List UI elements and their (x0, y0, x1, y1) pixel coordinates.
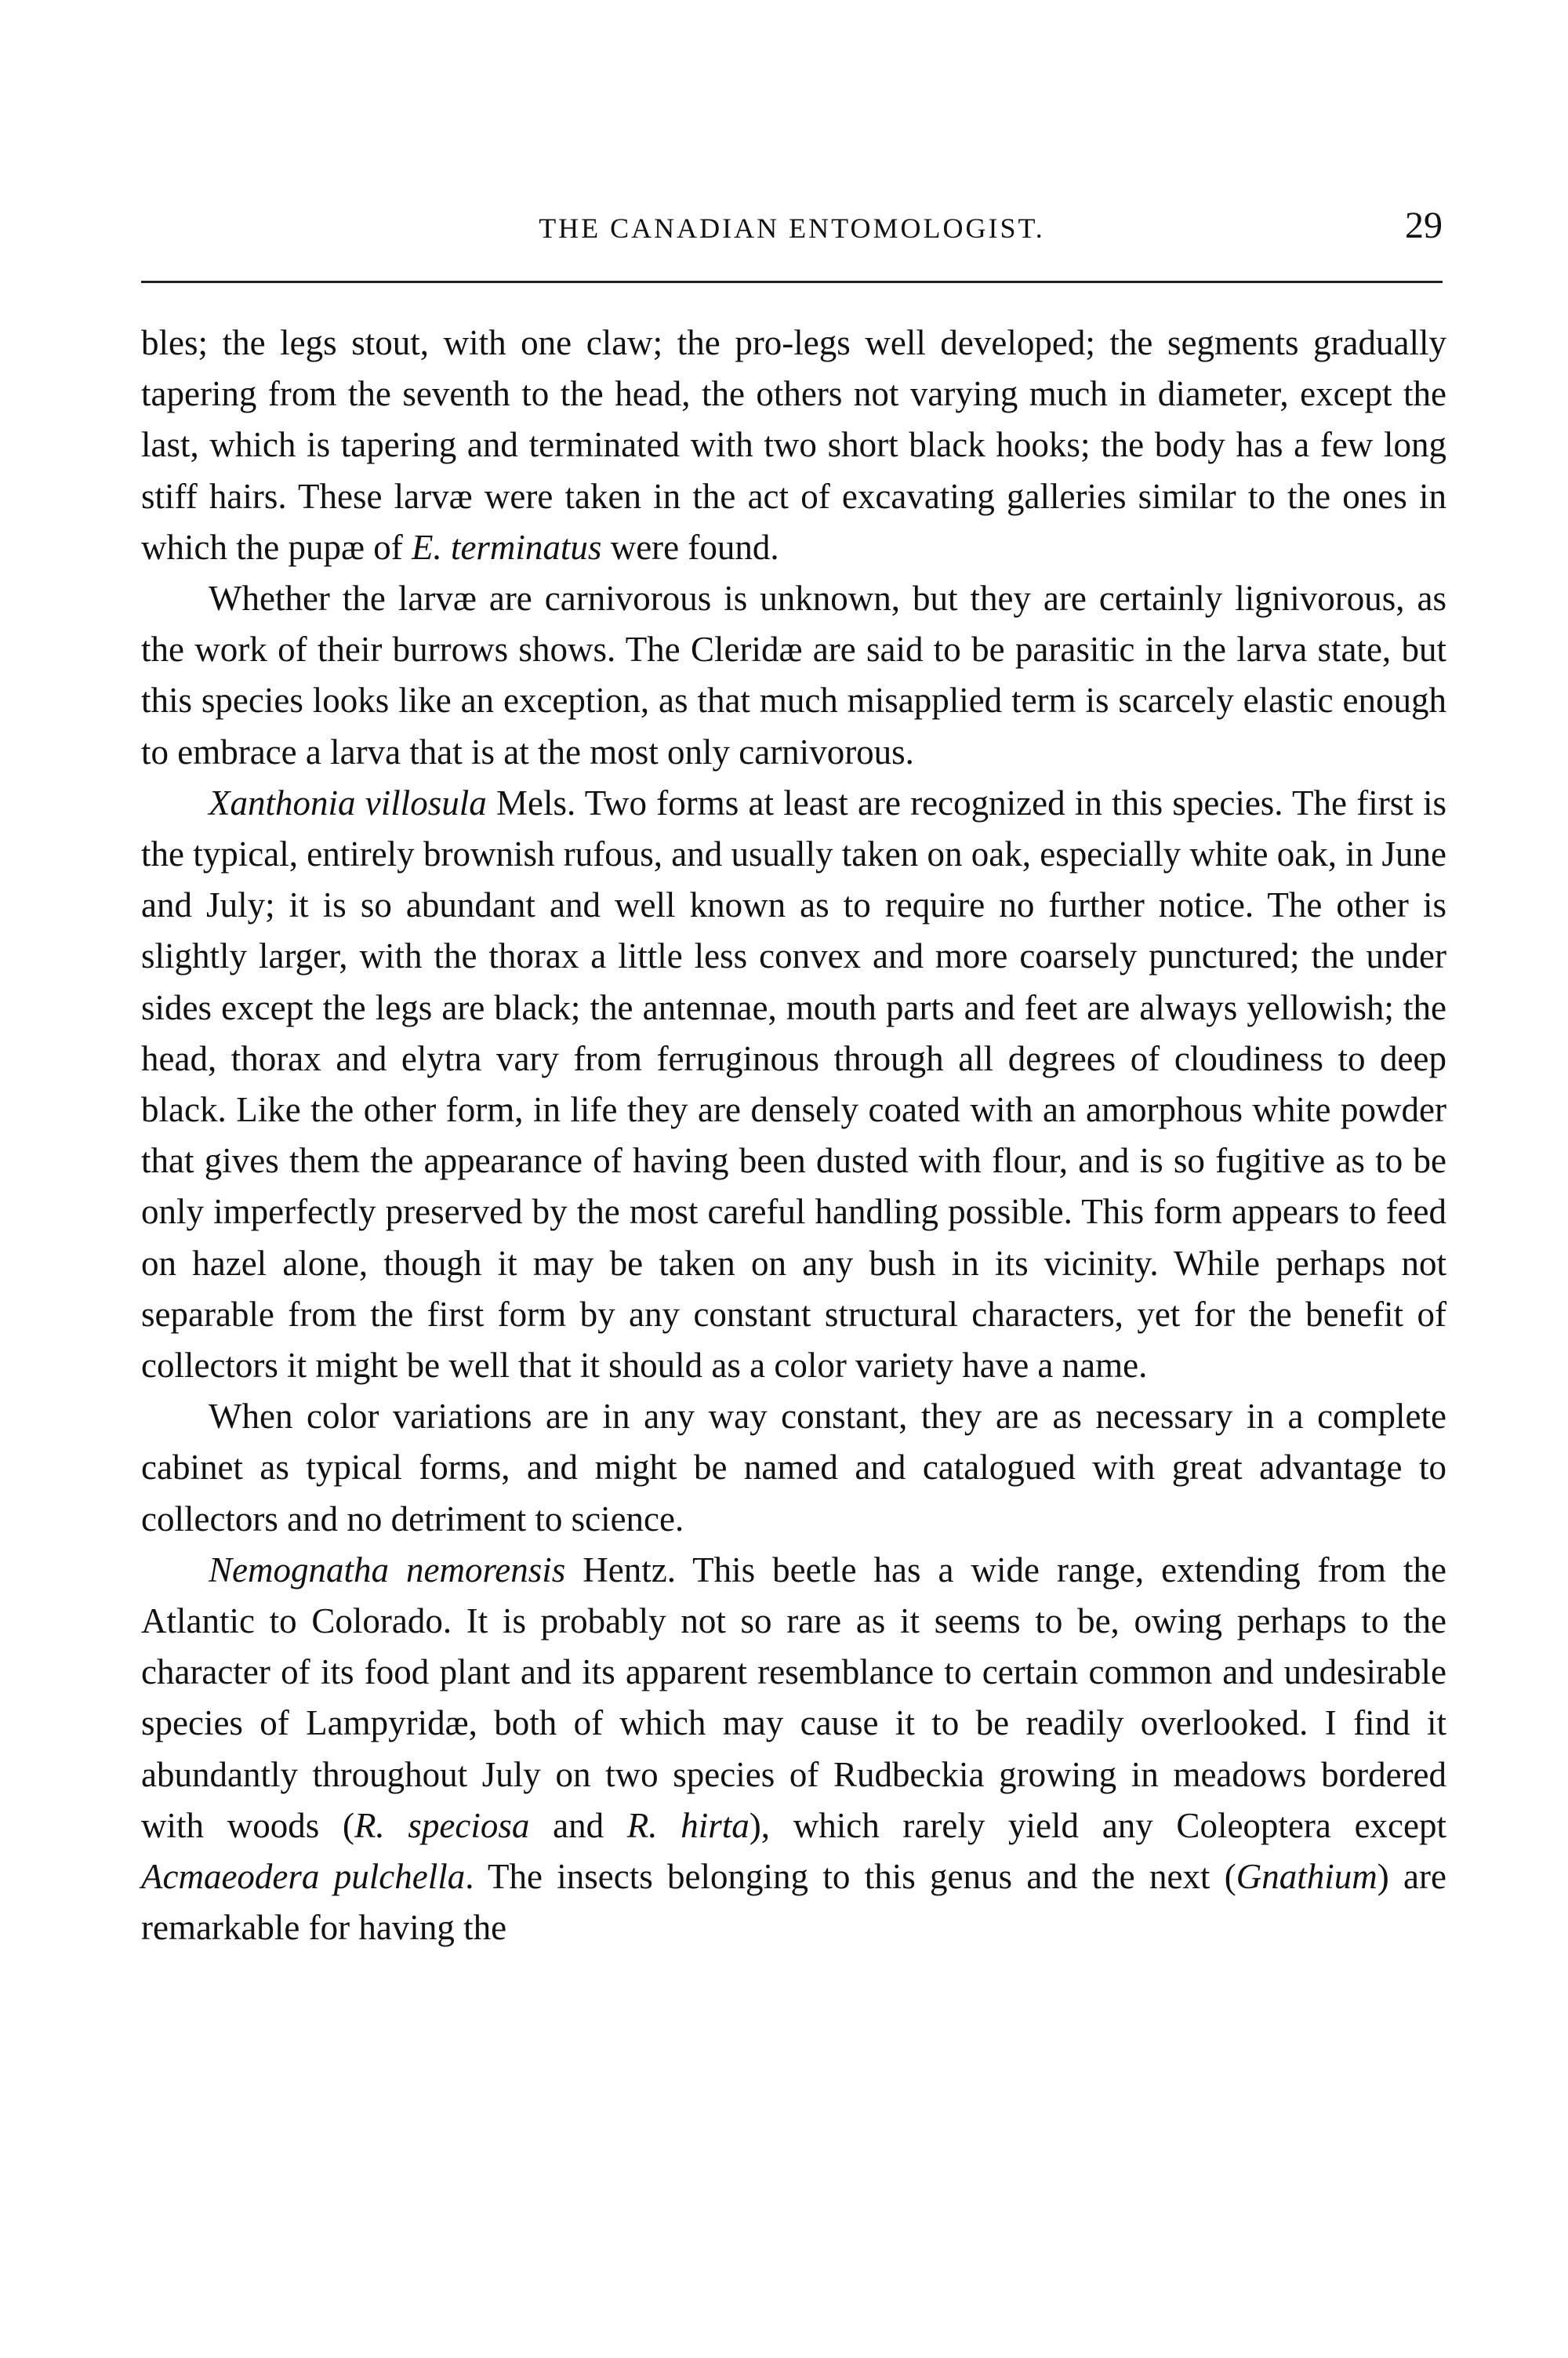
genus-name: Gnathium (1236, 1857, 1377, 1897)
body-text (141, 318, 1446, 1954)
species-name: Nemognatha nemorensis (209, 1550, 566, 1590)
running-title: THE CANADIAN ENTOMOLOGIST. (539, 213, 1045, 244)
species-name: R. speciosa (354, 1805, 530, 1845)
species-name: Xanthonia villosula (209, 783, 487, 823)
paragraph-larvae-description: bles; the legs stout, with one claw; the pro-legs well developed; the segments gradually tapering from the seventh to the head, the others not varying much in diameter, except the last, which is tapering and terminated with two short black hooks; the body has a few long stiff hairs. These larvæ were taken in the act of excavating galleries similar to the ones in which the pupæ of E. terminatus were found. (141, 323, 1446, 567)
page-header (141, 205, 1443, 259)
species-name: R. hirta (626, 1805, 750, 1845)
paragraph-cleridae: Whether the larvæ are carnivorous is unknown, but they are certainly lignivorous, as the work of their burrows shows. The Cleridæ are said to be parasitic in the larva state, but this species looks like an exception, as that much misapplied term is scarcely elastic enough to embrace a larva that is at the most only carnivorous. (141, 579, 1446, 772)
page-number: 29 (1405, 205, 1443, 246)
species-name: Acmaeodera pulchella (141, 1857, 466, 1897)
species-name: E. terminatus (411, 527, 602, 567)
paragraph-xanthonia: Xanthonia villosula Mels. Two forms at least are recognized in this species. The first is the typical, entirely brownish rufous, and usually taken on oak, especially white oak, in June and July; it is so abundant and well known as to require no further notice. The other is slightly larger, with the thorax a little less convex and more coarsely punctured; the under sides except the legs are black; the antennae, mouth parts and feet are always yellowish; the head, thorax and elytra vary from ferruginous through all degrees of cloudiness to deep black. Like the other form, in life they are densely coated with an amorphous white powder that gives them the appearance of having been dusted with flour, and is so fugitive as to be only imperfectly preserved by the most careful handling possible. This form appears to feed on hazel alone, though it may be taken on any bush in its vicinity. While perhaps not separable from the first form by any constant structural characters, yet for the benefit of collectors it might be well that it should as a color variety have a name. (141, 783, 1446, 1386)
header-rule (141, 281, 1443, 283)
paragraph-color-variations: When color variations are in any way constant, they are as necessary in a complete cabinet as typical forms, and might be named and catalogued with great advantage to collectors and no detriment to science. (141, 1397, 1446, 1539)
paragraph-nemognatha: Nemognatha nemorensis Hentz. This beetle has a wide range, extending from the Atlantic to Colorado. It is probably not so rare as it seems to be, owing perhaps to the character of its food plant and its apparent resemblance to certain common and undesirable species of Lampyridæ, both of which may cause it to be readily overlooked. I find it abundantly throughout July on two species of Rudbeckia growing in meadows bordered with woods (R. speciosa and R. hirta), which rarely yield any Coleoptera except Acmaeodera pulchella. The insects belonging to this genus and the next (Gnathium) are remarkable for having the (141, 1550, 1446, 1948)
